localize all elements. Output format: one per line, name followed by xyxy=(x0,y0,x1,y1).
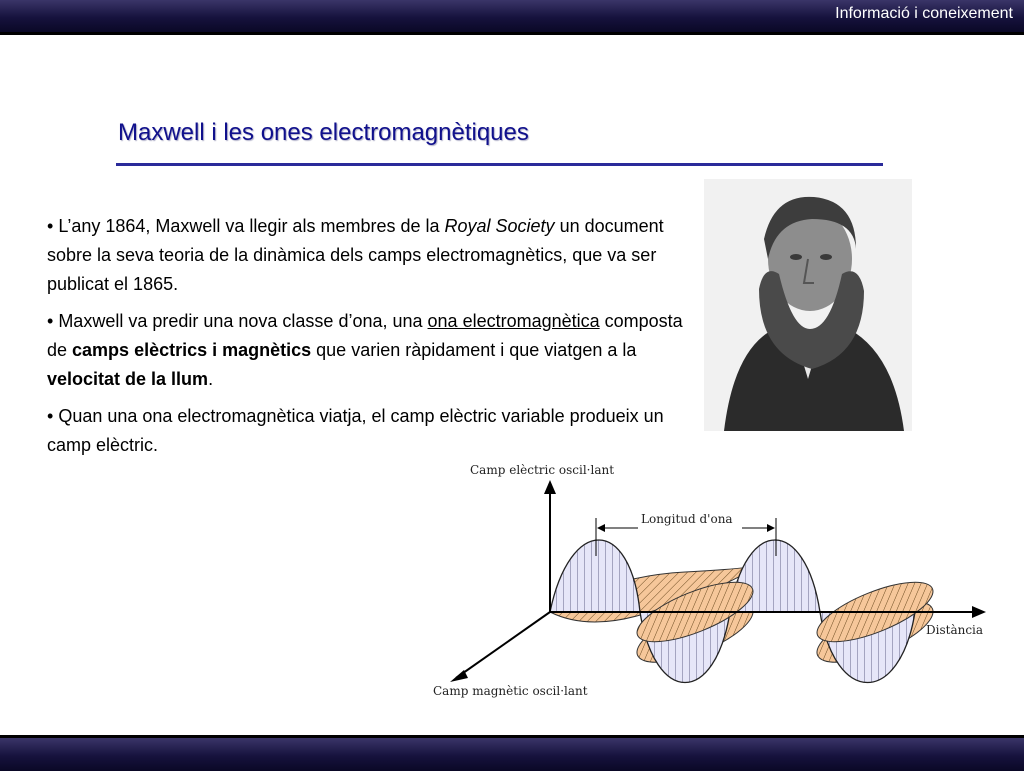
electric-field-label: Camp elèctric oscil·lant xyxy=(470,463,615,477)
magnetic-field-label: Camp magnètic oscil·lant xyxy=(433,684,588,698)
footer-bar xyxy=(0,735,1024,771)
royal-society-text: Royal Society xyxy=(444,216,555,236)
wavelength-label: Longitud d'ona xyxy=(641,512,733,526)
slide-body xyxy=(47,212,687,468)
distance-label: Distància xyxy=(926,623,984,637)
electric-wave xyxy=(550,540,640,612)
bullet-2: • Maxwell va predir una nova classe d’ona, una ona electromagnètica composta de camps elèctrics i magnètics que varien ràpidament i que viatgen a la velocitat de la llum. xyxy=(47,311,683,389)
header-text: Informació i coneixement xyxy=(835,5,1013,22)
title-underline xyxy=(116,163,883,166)
em-wave-diagram xyxy=(430,456,1000,706)
bullet-1: • L’any 1864, Maxwell va llegir als membres de la Royal Society un document sobre la seva teoria de la dinàmica dels camps electromagnètics, que va ser publicat el 1865. xyxy=(47,216,664,294)
slide-title: Maxwell i les ones electromagnètiques xyxy=(118,119,529,146)
header-bar xyxy=(0,0,1024,35)
bullet-3: • Quan una ona electromagnètica viatja, el camp elèctric variable produeix un camp elèctric. xyxy=(47,406,664,455)
maxwell-portrait xyxy=(704,179,912,431)
ona-electromagnetica-link[interactable]: ona electromagnètica xyxy=(427,311,600,331)
